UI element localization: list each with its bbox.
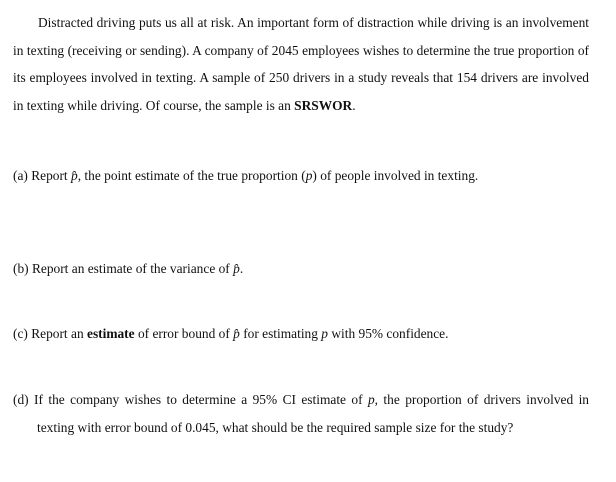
p-variable: p [367, 392, 375, 407]
intro-text: Distracted driving puts us all at risk. An important form of distraction while driving is an involvement in texting (receiving or sending). A company of 2045 employees wishes to determine the true proportion of its employees involved in texting. A sample of 250 drivers in a study reveals that 154 drivers are involved in texting while driving. Of course, the sample is an [13, 15, 589, 113]
p-hat-symbol: p̂ [233, 326, 240, 341]
p-variable: p [305, 168, 313, 183]
question-c-middle2: for estimating [239, 326, 322, 341]
problem-intro-paragraph [13, 9, 589, 119]
question-a-suffix: ) of people involved in texting. [312, 168, 479, 183]
question-a-prefix: (a) Report [13, 168, 72, 183]
question-d [13, 386, 589, 442]
question-c-prefix: (c) Report an [13, 326, 87, 341]
question-c-middle: of error bound of [134, 326, 234, 341]
question-c-bold-term: estimate [87, 326, 135, 341]
question-c-suffix: with 95% confidence. [328, 326, 449, 341]
question-d-prefix: (d) If the company wishes to determine a 95% CI estimate of [13, 392, 368, 407]
question-c [13, 322, 603, 346]
intro-period: . [352, 97, 356, 113]
question-d-suffix: , the proportion of drivers involved in texting with error bound of 0.045, what should be the required sample size for the study? [37, 392, 589, 435]
question-a [13, 164, 603, 188]
intro-bold-term: SRSWOR [294, 97, 353, 113]
p-hat-symbol: p̂ [233, 261, 240, 276]
question-b [13, 257, 603, 281]
question-b-suffix: . [239, 261, 244, 276]
question-a-middle: , the point estimate of the true proportion ( [77, 168, 306, 183]
question-b-prefix: (b) Report an estimate of the variance of [13, 261, 234, 276]
p-variable: p [321, 326, 328, 341]
p-hat-symbol: p̂ [71, 168, 78, 183]
